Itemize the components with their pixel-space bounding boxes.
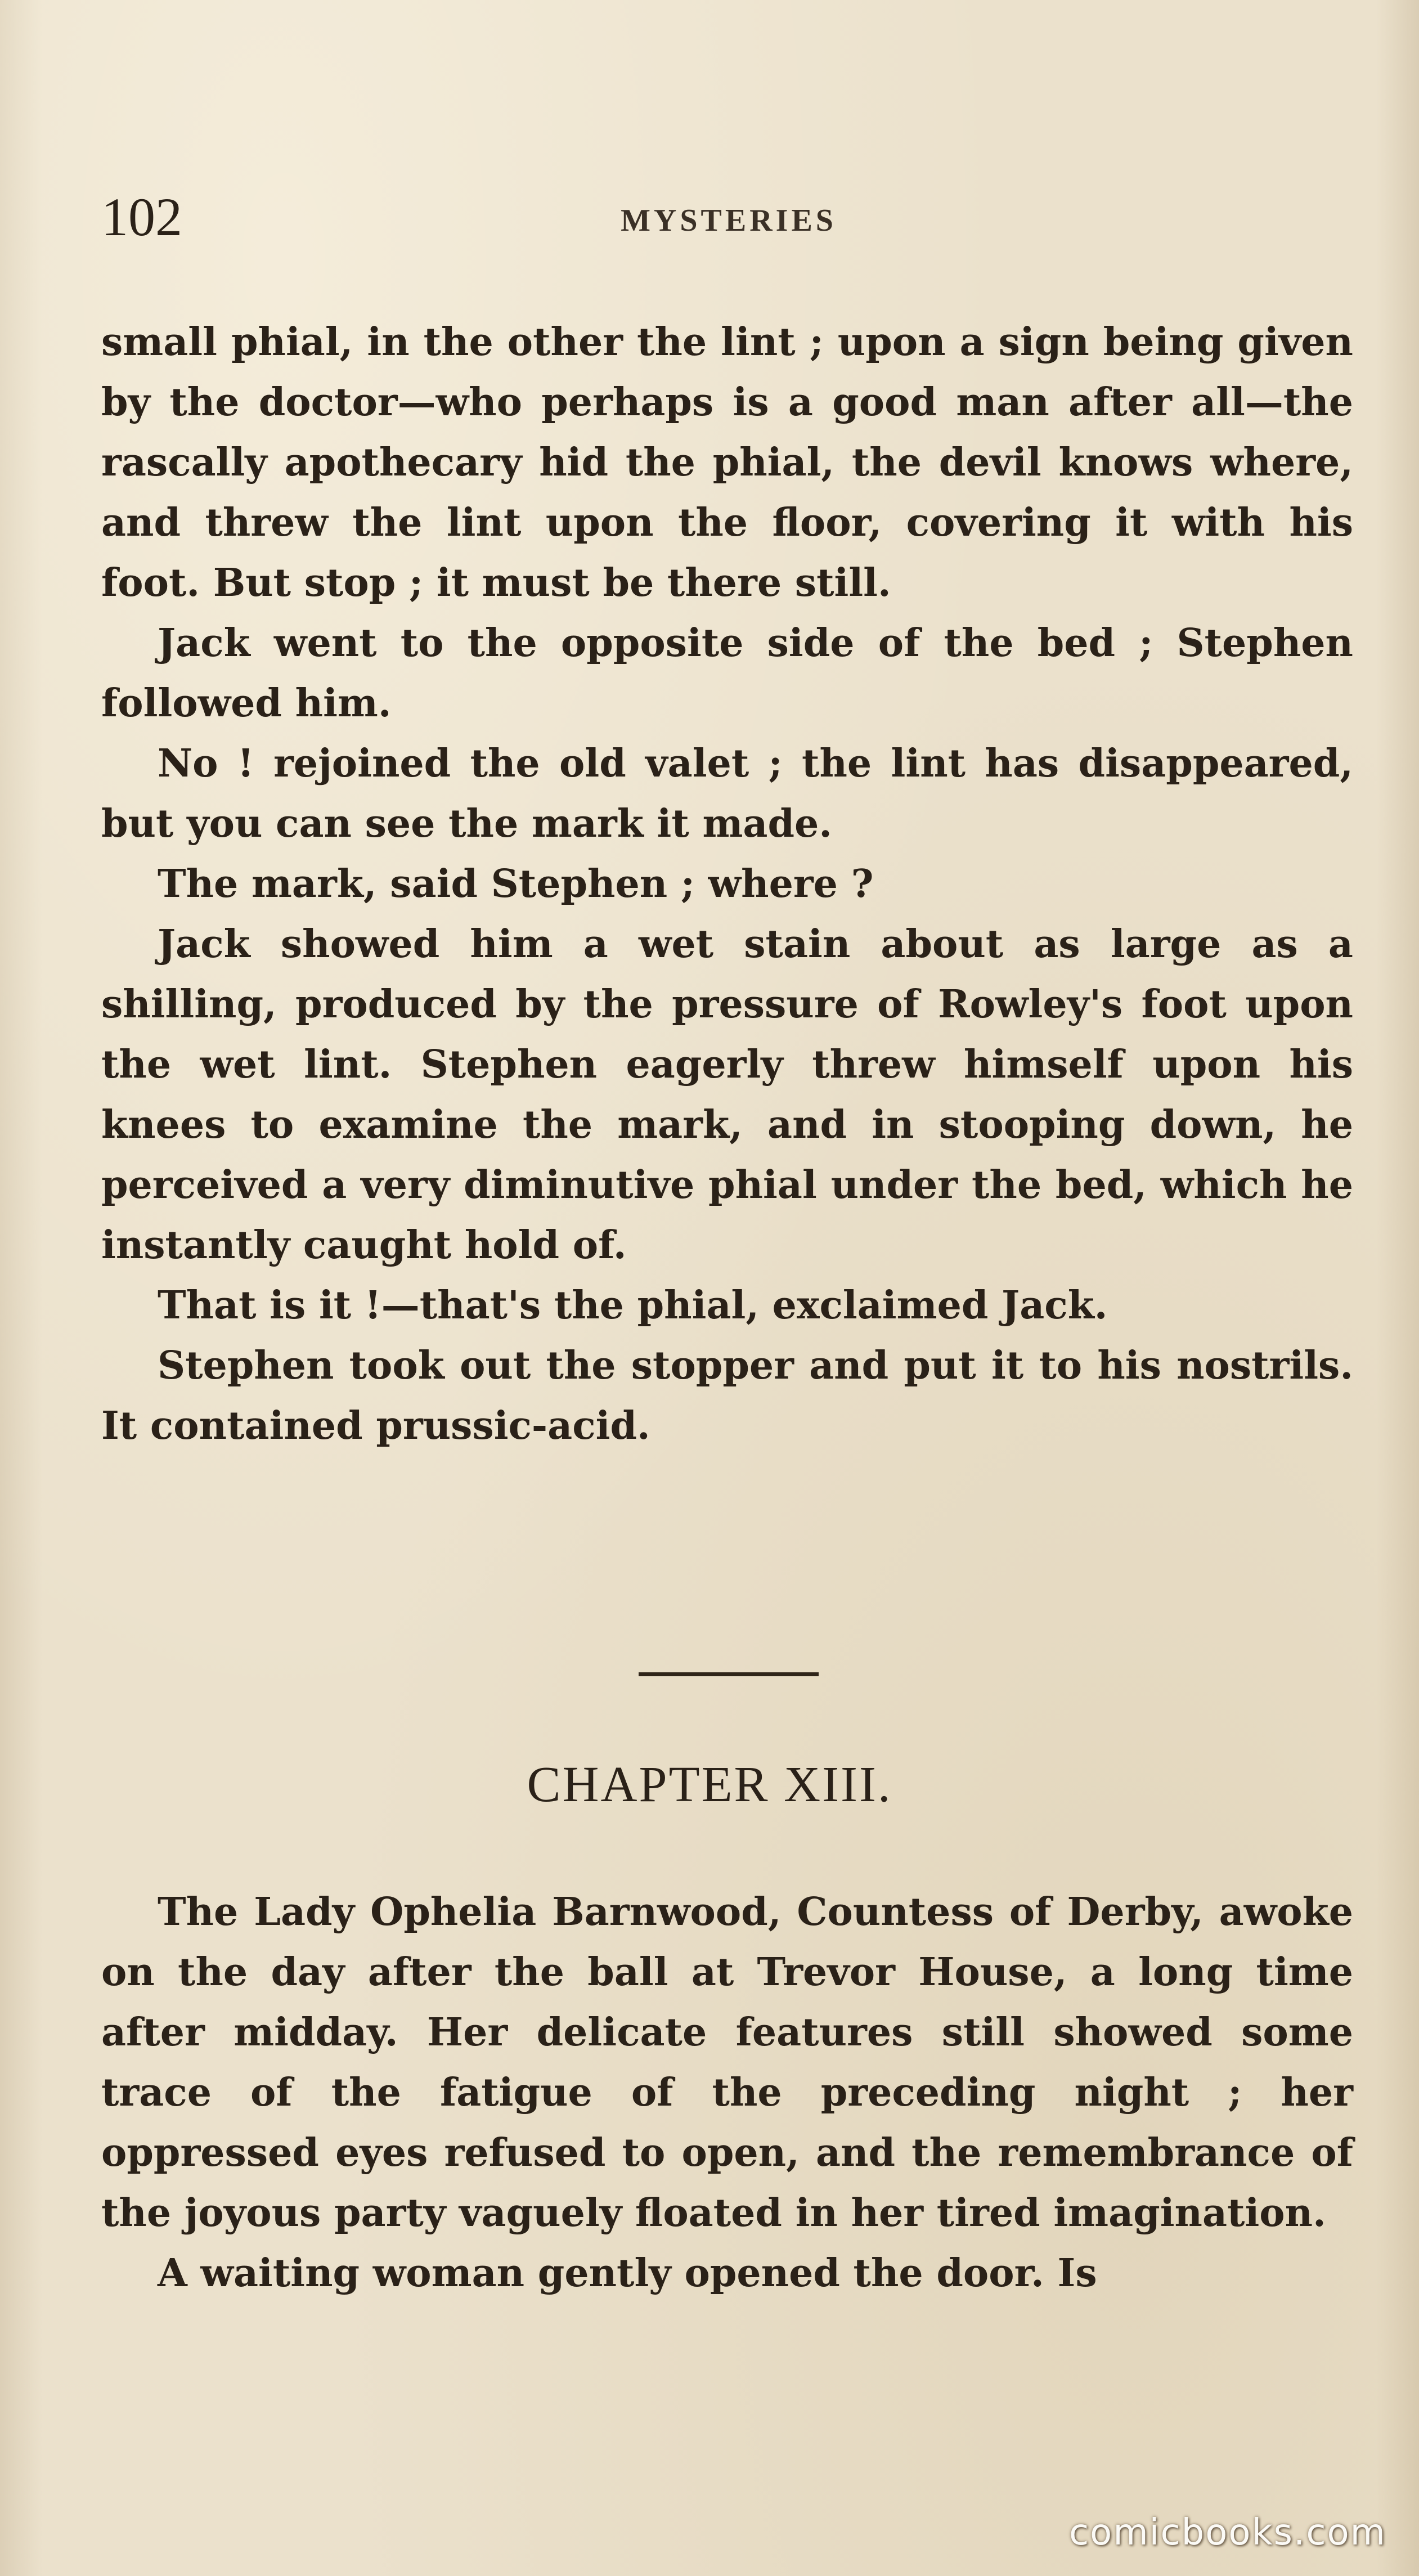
paragraph: The mark, said Stephen ; where ?: [158, 861, 874, 906]
running-head: [101, 186, 1356, 259]
chapter-heading: CHAPTER XIII.: [527, 1757, 892, 1812]
paragraph: Jack went to the opposite side of the bed ; Stephen followed him.: [101, 621, 1353, 726]
paragraph: Stephen took out the stopper and put it to his nostrils. It contained prussic-acid.: [101, 1343, 1353, 1448]
paragraph: A waiting woman gently opened the door. Is: [158, 2251, 1097, 2296]
paragraph: The Lady Ophelia Barnwood, Countess of Derby, awoke on the day after the ball at Trevor House, a long time after midday. Her delicate features still showed some trace of the fatigue of the preceding night ; her oppressed eyes refused to open, and the remembrance of the joyous party vaguely floated in her tired imagination.: [101, 1890, 1353, 2236]
paragraph: Jack showed him a wet stain about as large as a shilling, produced by the pressure of Rowley's foot upon the wet lint. Stephen eagerly threw himself upon his knees to examine the mark, and in stooping down, he perceived a very diminutive phial under the bed, which he instantly caught hold of.: [101, 922, 1353, 1268]
text-section-2: [101, 1882, 1353, 2304]
running-title: MYSTERIES: [621, 203, 837, 238]
section-divider: [639, 1672, 819, 1676]
paragraph: No ! rejoined the old valet ; the lint has disappeared, but you can see the mark it made.: [101, 741, 1353, 846]
page-number: 102: [101, 187, 182, 247]
watermark: comicbooks.com: [1068, 2512, 1386, 2553]
text-section-1: [101, 312, 1353, 1456]
paragraph: That is it !—that's the phial, exclaimed Jack.: [158, 1283, 1108, 1328]
paragraph: small phial, in the other the lint ; upon a sign being given by the doctor—who perhaps is a good man after all—the rascally apothecary hid the phial, the devil knows where, and threw the lint upon the floor, covering it with his foot. But stop ; it must be there still.: [101, 320, 1353, 605]
